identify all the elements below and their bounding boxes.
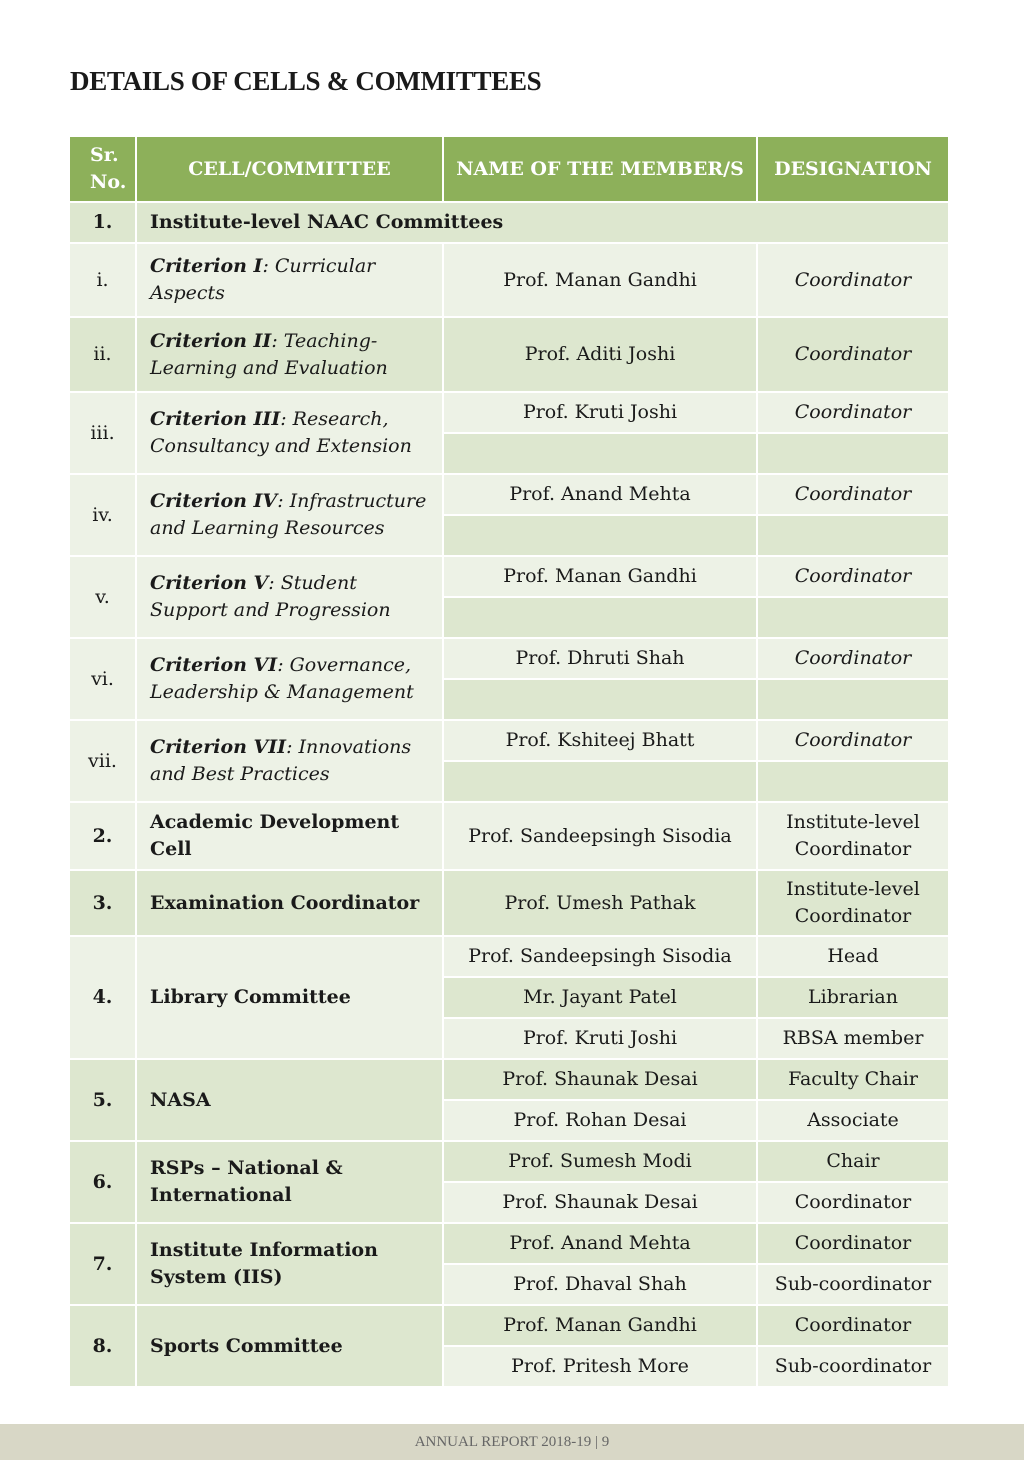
table-row [70, 1142, 948, 1181]
empty-cell [444, 516, 756, 555]
designation: Institute-level Coordinator [758, 871, 948, 935]
sr-no: iv. [70, 475, 135, 555]
criterion-name: Criterion IV [150, 490, 278, 512]
member-name: Prof. Manan Gandhi [444, 244, 756, 316]
criterion-label [137, 639, 442, 719]
designation: Chair [758, 1142, 948, 1181]
sr-no: 8. [70, 1306, 135, 1386]
member-name: Prof. Sandeepsingh Sisodia [444, 803, 756, 869]
table-row [70, 244, 948, 316]
sr-no: 6. [70, 1142, 135, 1222]
sr-no: vi. [70, 639, 135, 719]
criterion-desc: : Research, Consultancy and Extension [150, 408, 412, 457]
criterion-name: Criterion I [150, 255, 263, 277]
header-designation: DESIGNATION [758, 137, 948, 201]
member-name: Prof. Shaunak Desai [444, 1183, 756, 1222]
criterion-label [137, 393, 442, 473]
designation: Sub-coordinator [758, 1347, 948, 1386]
table-row [70, 557, 948, 596]
section-label: Institute-level NAAC Committees [137, 203, 948, 242]
empty-cell [758, 434, 948, 473]
designation: Coordinator [758, 639, 948, 678]
member-name: Prof. Manan Gandhi [444, 1306, 756, 1345]
table-row [70, 721, 948, 760]
criterion-label [137, 318, 442, 391]
criterion-desc: : Teaching-Learning and Evaluation [150, 329, 388, 379]
member-name: Prof. Anand Mehta [444, 475, 756, 514]
sr-no: 5. [70, 1060, 135, 1140]
sr-no: ii. [70, 318, 135, 391]
designation: Coordinator [758, 244, 948, 316]
criterion-name: Criterion II [150, 329, 272, 352]
table-row [70, 1224, 948, 1263]
member-name: Prof. Anand Mehta [444, 1224, 756, 1263]
criterion-label [137, 557, 442, 637]
criterion-desc: : Curricular Aspects [150, 255, 376, 304]
sr-no: 4. [70, 937, 135, 1058]
member-name: Prof. Pritesh More [444, 1347, 756, 1386]
member-name: Prof. Kruti Joshi [444, 393, 756, 432]
table-row [70, 871, 948, 935]
member-name: Prof. Manan Gandhi [444, 557, 756, 596]
sr-no: vii. [70, 721, 135, 801]
criterion-label [137, 475, 442, 555]
table-row [70, 1306, 948, 1345]
member-name: Prof. Dhruti Shah [444, 639, 756, 678]
criterion-name: Criterion VI [150, 654, 278, 676]
header-sr-no: Sr. No. [70, 137, 135, 201]
criterion-desc: : Infrastructure and Learning Resources [150, 490, 427, 539]
designation: Librarian [758, 978, 948, 1017]
empty-cell [444, 598, 756, 637]
cell-committee: Academic Development Cell [137, 803, 442, 869]
criterion-label [137, 721, 442, 801]
designation: Associate [758, 1101, 948, 1140]
cell-committee: NASA [137, 1060, 442, 1140]
designation: Faculty Chair [758, 1060, 948, 1099]
member-name: Prof. Kruti Joshi [444, 1019, 756, 1058]
designation: Coordinator [758, 721, 948, 760]
criterion-desc: : Student Support and Progression [150, 572, 391, 621]
criterion-label [137, 244, 442, 316]
member-name: Prof. Kshiteej Bhatt [444, 721, 756, 760]
designation: Coordinator [758, 1183, 948, 1222]
designation: Coordinator [758, 557, 948, 596]
table-row [70, 318, 948, 391]
committees-table [68, 135, 950, 1388]
sr-no: 7. [70, 1224, 135, 1304]
member-name: Prof. Aditi Joshi [444, 318, 756, 391]
sr-no: i. [70, 244, 135, 316]
criterion-desc: : Innovations and Best Practices [150, 736, 412, 785]
cell-committee: Institute Information System (IIS) [137, 1224, 442, 1304]
criterion-name: Criterion III [150, 408, 281, 430]
member-name: Mr. Jayant Patel [444, 978, 756, 1017]
page-title: DETAILS OF CELLS & COMMITTEES [70, 66, 542, 96]
table-row [70, 475, 948, 514]
cell-committee: Library Committee [137, 937, 442, 1058]
criterion-name: Criterion V [150, 572, 269, 594]
sr-no: iii. [70, 393, 135, 473]
table-row [70, 393, 948, 432]
table-row [70, 803, 948, 869]
table-row [70, 203, 948, 242]
designation: Coordinator [758, 1306, 948, 1345]
empty-cell [444, 680, 756, 719]
cell-committee: RSPs – National & International [137, 1142, 442, 1222]
sr-no: v. [70, 557, 135, 637]
criterion-desc: : Governance, Leadership & Management [150, 654, 414, 703]
table-header-row [70, 137, 948, 201]
empty-cell [758, 598, 948, 637]
table-row [70, 639, 948, 678]
cell-committee: Examination Coordinator [137, 871, 442, 935]
designation: Coordinator [758, 475, 948, 514]
designation: Coordinator [758, 393, 948, 432]
empty-cell [758, 762, 948, 801]
designation: Sub-coordinator [758, 1265, 948, 1304]
member-name: Prof. Dhaval Shah [444, 1265, 756, 1304]
designation: Head [758, 937, 948, 976]
member-name: Prof. Sumesh Modi [444, 1142, 756, 1181]
empty-cell [444, 762, 756, 801]
table-row [70, 1060, 948, 1099]
member-name: Prof. Sandeepsingh Sisodia [444, 937, 756, 976]
table-row [70, 937, 948, 976]
sr-no: 2. [70, 803, 135, 869]
empty-cell [758, 516, 948, 555]
header-member: NAME OF THE MEMBER/S [444, 137, 756, 201]
cell-committee: Sports Committee [137, 1306, 442, 1386]
header-cell-committee: CELL/COMMITTEE [137, 137, 442, 201]
sr-no: 3. [70, 871, 135, 935]
designation: RBSA member [758, 1019, 948, 1058]
member-name: Prof. Rohan Desai [444, 1101, 756, 1140]
designation: Coordinator [758, 318, 948, 391]
member-name: Prof. Shaunak Desai [444, 1060, 756, 1099]
criterion-name: Criterion VII [150, 736, 287, 758]
designation: Coordinator [758, 1224, 948, 1263]
sr-no: 1. [70, 203, 135, 242]
empty-cell [758, 680, 948, 719]
member-name: Prof. Umesh Pathak [444, 871, 756, 935]
page-footer: ANNUAL REPORT 2018-19 | 9 [0, 1424, 1024, 1460]
empty-cell [444, 434, 756, 473]
designation: Institute-level Coordinator [758, 803, 948, 869]
